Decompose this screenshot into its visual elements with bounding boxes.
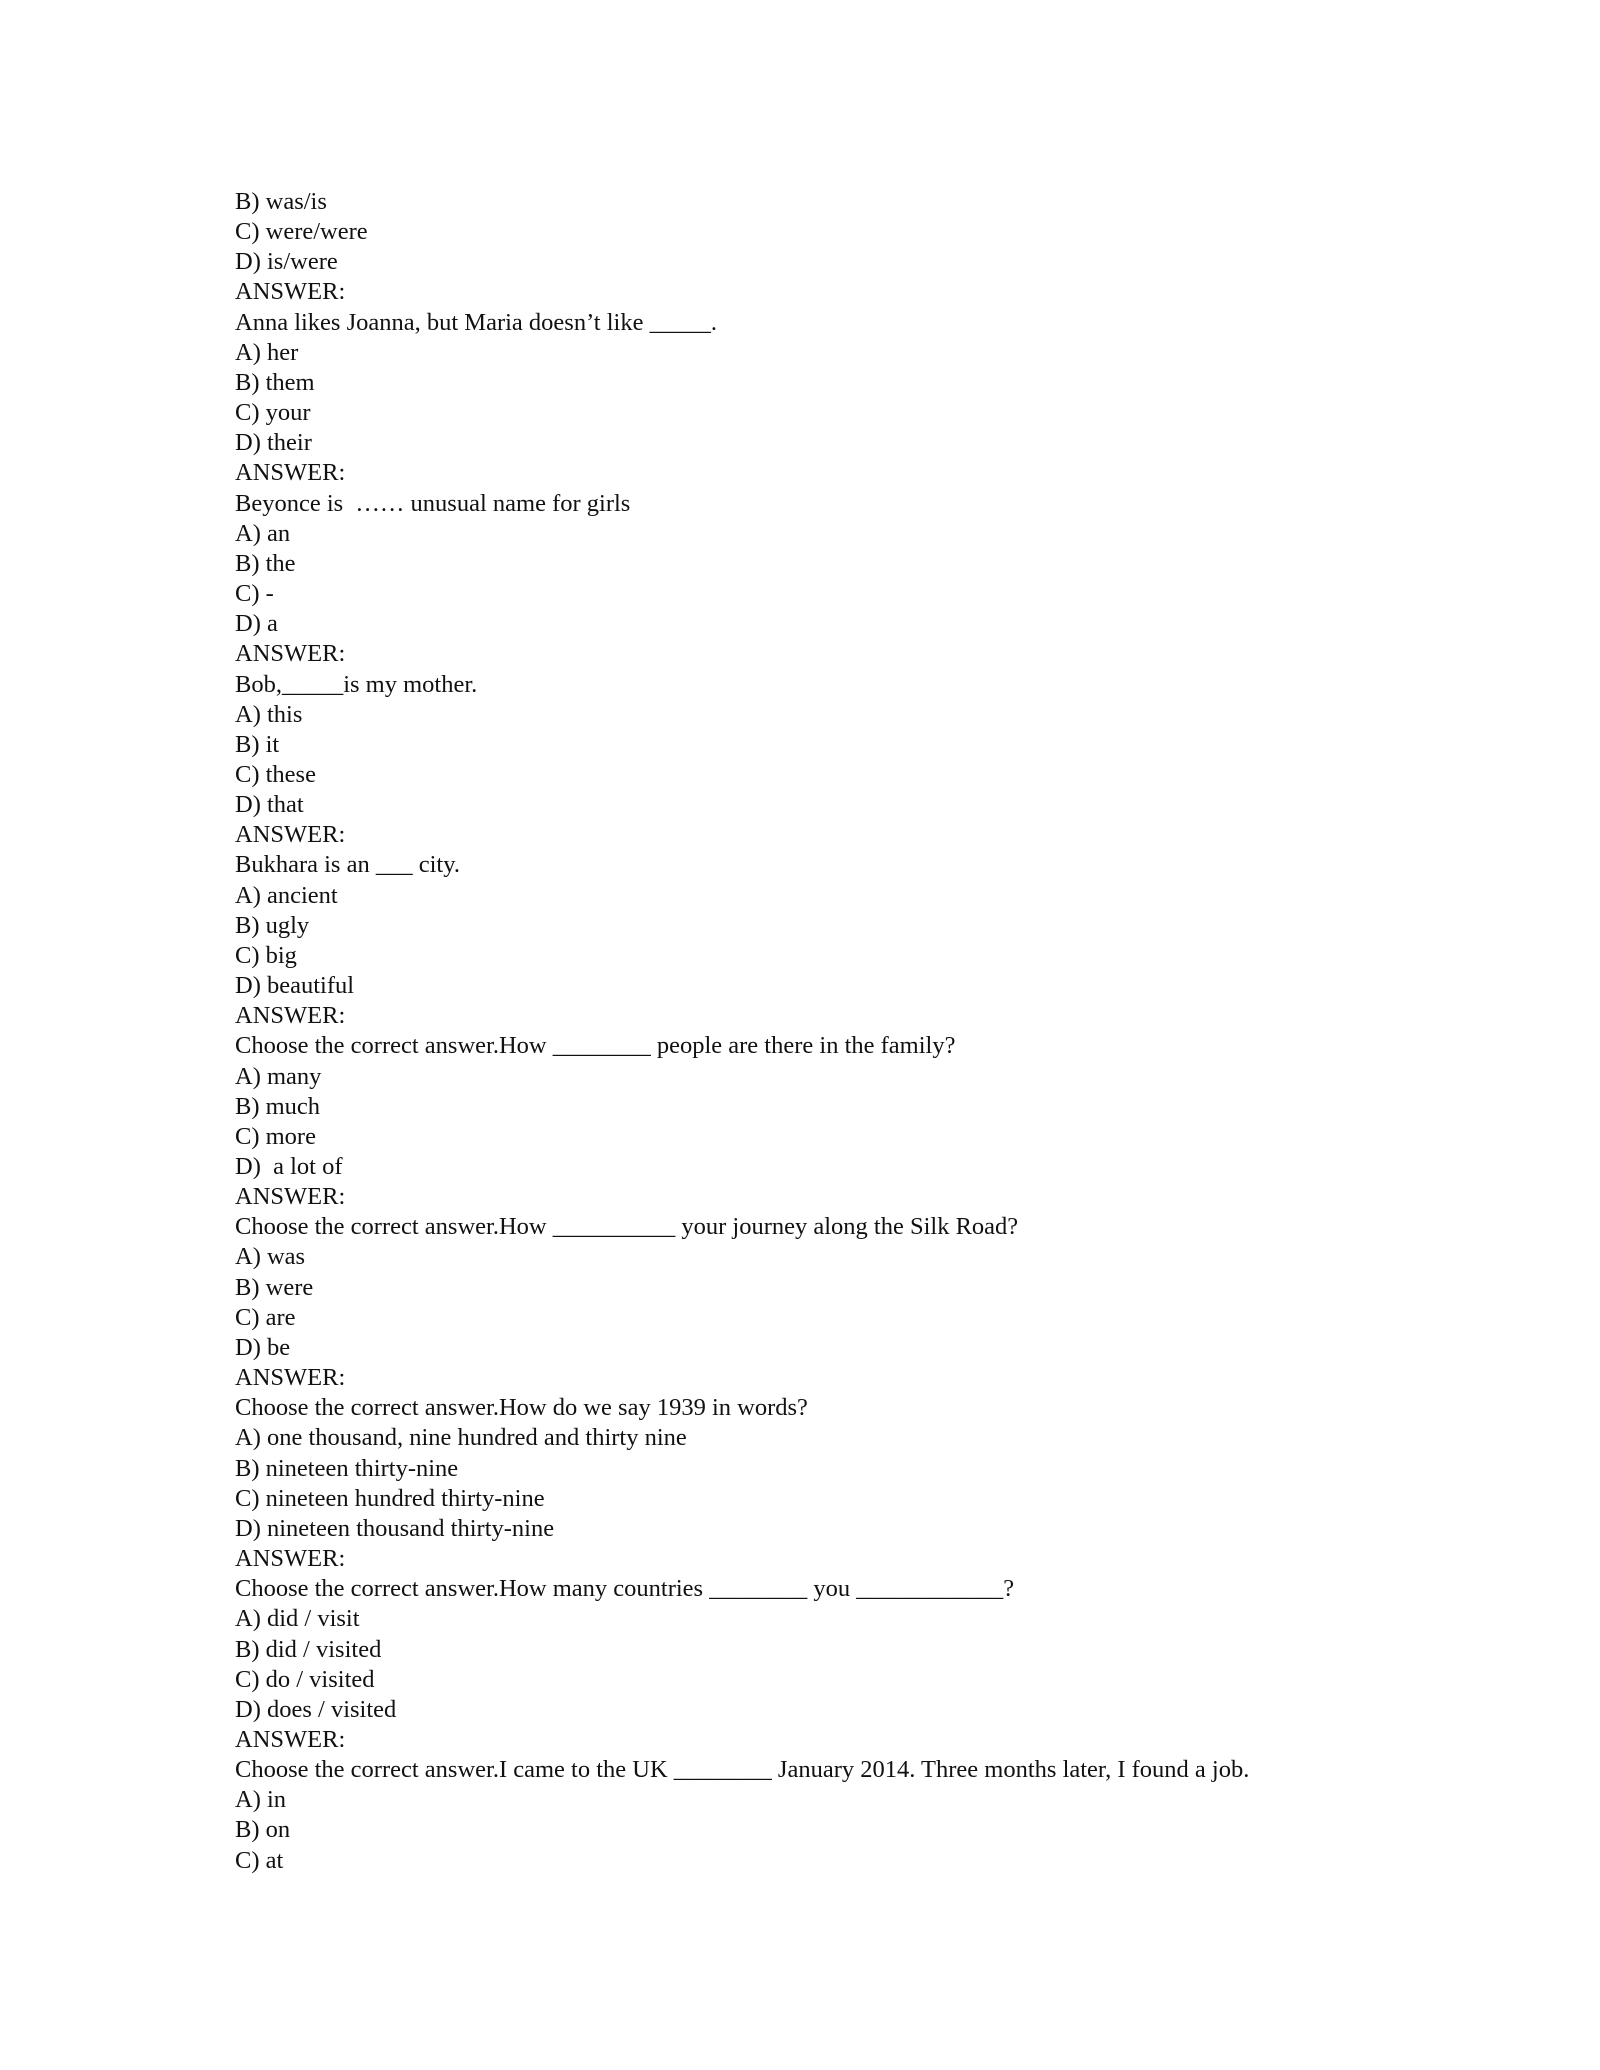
text-line: A) did / visit — [235, 1605, 360, 1633]
question-text: Choose the correct answer.How many countries ________ you ____________? — [235, 1575, 1015, 1603]
text-line: A) ancient — [235, 881, 338, 909]
text-line: D) be — [235, 1333, 291, 1361]
text-line: D) that — [235, 791, 304, 819]
text-line: ANSWER: — [235, 1002, 346, 1030]
text-line: ANSWER: — [235, 1364, 346, 1392]
text-line: D) beautiful — [235, 972, 355, 1000]
text-line: C) these — [235, 760, 316, 788]
question-text: Bukhara is an ___ city. — [235, 851, 460, 879]
text-line: C) big — [235, 941, 297, 969]
text-line: C) - — [235, 580, 274, 608]
text-line: ANSWER: — [235, 1545, 346, 1573]
text-line: D) a lot of — [235, 1153, 343, 1180]
text-line: B) nineteen thirty-nine — [235, 1454, 459, 1482]
question-text: Choose the correct answer.How do we say 1939 in words? — [235, 1394, 808, 1422]
text-line: C) nineteen hundred thirty-nine — [235, 1484, 545, 1512]
text-line: A) in — [235, 1786, 287, 1814]
text-line: B) it — [235, 730, 280, 758]
text-line: ANSWER: — [235, 1725, 346, 1753]
question-text: Anna likes Joanna, but Maria doesn’t like _____. — [235, 308, 717, 336]
text-line: C) at — [235, 1846, 284, 1874]
text-line: ANSWER: — [235, 459, 346, 487]
text-line: B) was/is — [235, 188, 327, 215]
text-line: ANSWER: — [235, 640, 346, 668]
question-text: Choose the correct answer.How ________ people are there in the family? — [235, 1032, 956, 1060]
text-line: B) the — [235, 549, 296, 577]
text-line: ANSWER: — [235, 1183, 346, 1211]
text-line: ANSWER: — [235, 278, 346, 306]
text-line: B) were — [235, 1273, 314, 1301]
text-line: C) do / visited — [235, 1665, 375, 1693]
text-line: B) them — [235, 368, 315, 396]
question-text: Beyonce is …… unusual name for girls — [235, 489, 631, 517]
text-line: C) were/were — [235, 218, 368, 246]
text-line: A) was — [235, 1243, 306, 1271]
text-line: C) your — [235, 399, 311, 427]
question-text: Bob,_____is my mother. — [235, 670, 478, 698]
text-line: D) does / visited — [235, 1695, 397, 1723]
text-line: C) are — [235, 1303, 296, 1331]
text-line: B) did / visited — [235, 1635, 382, 1663]
text-line: A) one thousand, nine hundred and thirty nine — [235, 1424, 687, 1452]
text-line: A) an — [235, 519, 291, 547]
text-line: ANSWER: — [235, 821, 346, 849]
text-line: A) this — [235, 700, 303, 728]
text-line: D) a — [235, 610, 278, 638]
text-line: A) many — [235, 1062, 322, 1090]
text-line: D) is/were — [235, 248, 338, 276]
text-line: D) nineteen thousand thirty-nine — [235, 1514, 555, 1542]
text-line: C) more — [235, 1122, 316, 1150]
text-line: B) on — [235, 1816, 291, 1844]
text-line: B) ugly — [235, 911, 310, 939]
text-line: D) their — [235, 429, 312, 457]
document-body — [235, 187, 1435, 1876]
text-line: B) much — [235, 1092, 321, 1120]
question-text: Choose the correct answer.How __________ your journey along the Silk Road? — [235, 1213, 1019, 1241]
text-line: A) her — [235, 338, 299, 366]
question-text: Choose the correct answer.I came to the UK ________ January 2014. Three months later, I found a job. — [235, 1756, 1250, 1784]
